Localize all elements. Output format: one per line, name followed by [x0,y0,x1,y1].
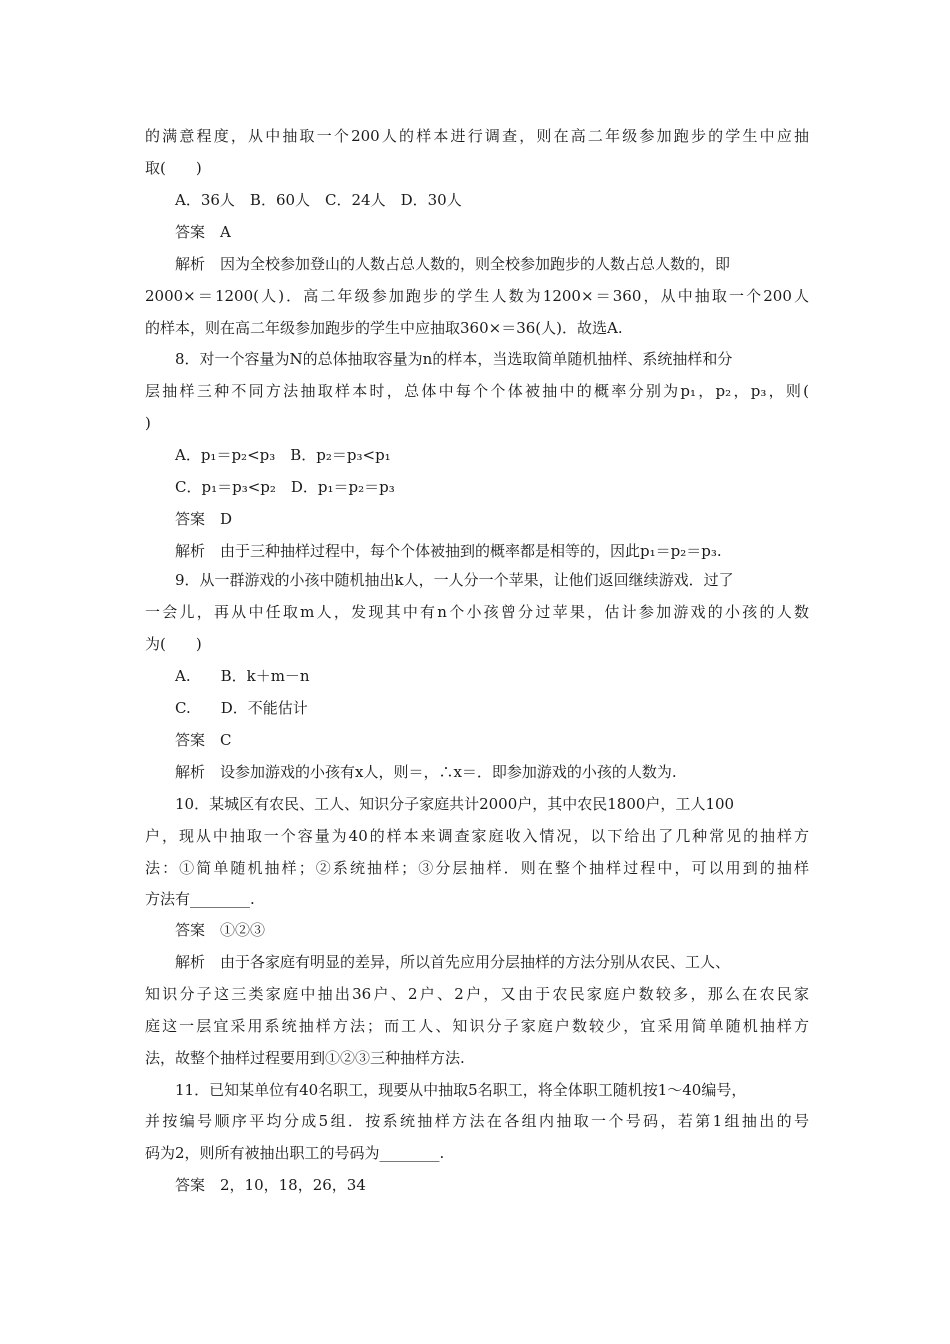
answer-options: A．p₁＝p₂<p₃ B．p₂＝p₃<p₁ [175,446,391,464]
answer-label: 答案 ①②③ [175,921,266,939]
explanation-line: 的样本，则在高二年级参加跑步的学生中应抽取360×＝36(人)．故选A. [145,319,623,337]
question-line: 11．已知某单位有40名职工，现要从中抽取5名职工，将全体职工随机按1～40编号， [175,1081,747,1099]
question-line: 方法有________. [145,890,255,908]
answer-label: 答案 A [175,223,231,241]
answer-label: 答案 2，10，18，26，34 [175,1176,366,1194]
explanation-line: 法，故整个抽样过程要用到①②③三种抽样方法. [145,1049,465,1067]
answer-options: C. D．不能估计 [175,699,308,717]
question-line: ) [145,414,151,432]
explanation-line: 解析 因为全校参加登山的人数占总人数的，则全校参加跑步的人数占总人数的，即 [175,255,731,273]
answer-label: 答案 C [175,731,232,749]
question-line: 9．从一群游戏的小孩中随机抽出k人，一人分一个苹果，让他们返回继续游戏．过了 [175,571,734,589]
explanation-line: 知识分子这三类家庭中抽出36户、2户、2户，又由于农民家庭户数较多，那么在农民家 [145,985,809,1003]
question-line: 户，现从中抽取一个容量为40的样本来调查家庭收入情况，以下给出了几种常见的抽样方 [145,827,809,845]
question-line: 一会儿，再从中任取m人，发现其中有n个小孩曾分过苹果，估计参加游戏的小孩的人数 [145,603,809,621]
question-line: 8．对一个容量为N的总体抽取容量为n的样本，当选取简单随机抽样、系统抽样和分 [175,350,733,368]
question-line: 为( ) [145,635,202,653]
explanation-line: 解析 设参加游戏的小孩有x人，则＝，∴x＝．即参加游戏的小孩的人数为. [175,763,677,781]
explanation-line: 解析 由于三种抽样过程中，每个个体被抽到的概率都是相等的，因此p₁＝p₂＝p₃. [175,542,722,560]
answer-label: 答案 D [175,510,233,528]
answer-options: A. B．k＋m－n [175,667,310,685]
text-line: 取( ) [145,159,202,177]
explanation-line: 2000×＝1200(人)．高二年级参加跑步的学生人数为1200×＝360，从中抽取一个200人 [145,287,809,305]
explanation-line: 解析 由于各家庭有明显的差异，所以首先应用分层抽样的方法分别从农民、工人、 [175,953,731,971]
text-line: 的满意程度，从中抽取一个200人的样本进行调查，则在高二年级参加跑步的学生中应抽 [145,127,809,145]
question-line: 码为2，则所有被抽出职工的号码为________. [145,1144,445,1162]
question-line: 层抽样三种不同方法抽取样本时，总体中每个个体被抽中的概率分别为p₁，p₂，p₃，则( [145,382,809,400]
question-line: 10．某城区有农民、工人、知识分子家庭共计2000户，其中农民1800户，工人100 [175,795,735,813]
question-line: 并按编号顺序平均分成5组．按系统抽样方法在各组内抽取一个号码，若第1组抽出的号 [145,1112,809,1130]
answer-options: C．p₁＝p₃<p₂ D．p₁＝p₂＝p₃ [175,478,395,496]
answer-options: A．36人 B．60人 C．24人 D．30人 [175,191,462,209]
explanation-line: 庭这一层宜采用系统抽样方法；而工人、知识分子家庭户数较少，宜采用简单随机抽样方 [145,1017,809,1035]
question-line: 法：①简单随机抽样；②系统抽样；③分层抽样．则在整个抽样过程中，可以用到的抽样 [145,859,809,877]
